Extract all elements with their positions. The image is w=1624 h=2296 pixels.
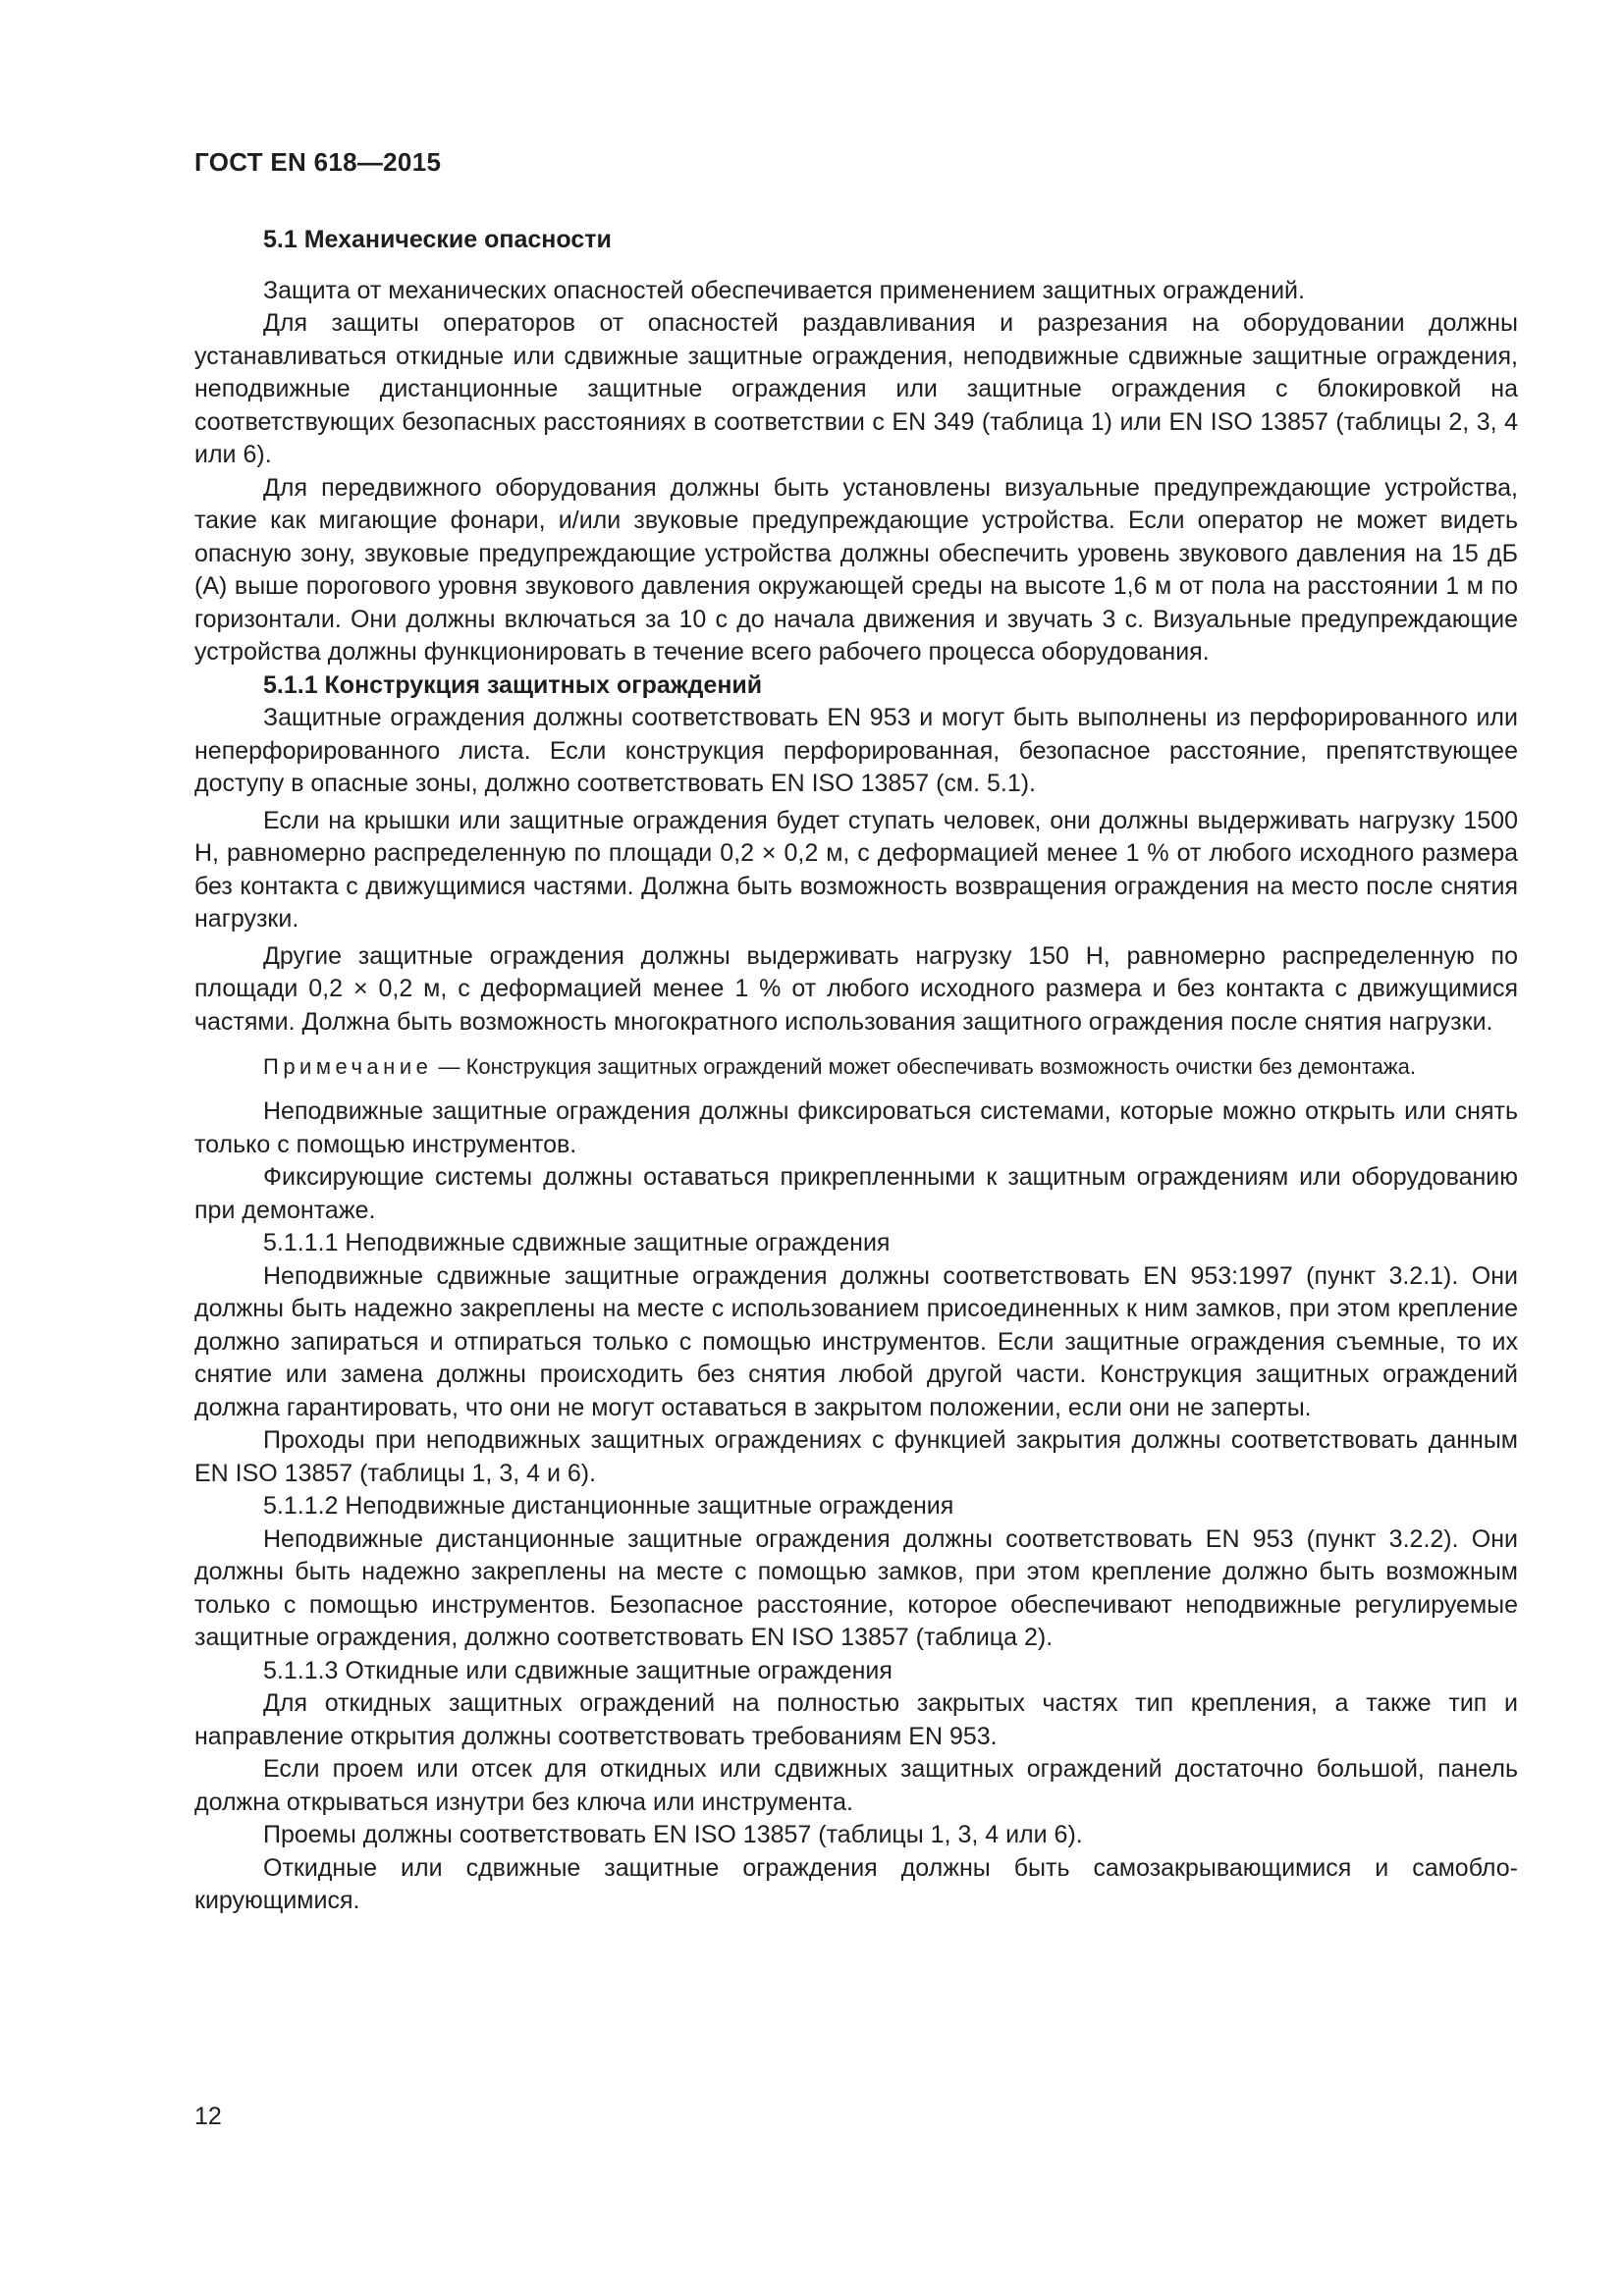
paragraph: Если проем или отсек для откидных или сдвижных защитных ограждений достаточно большой, панель должна открываться изнутри без ключа или инструмента. <box>194 1755 1518 1816</box>
paragraph: Фиксирующие системы должны оставаться прикрепленными к защитным ограждениям или оборудованию при демонтаже. <box>194 1163 1518 1224</box>
paragraph: Другие защитные ограждения должны выдерживать нагрузку 150 Н, равномерно распределенную по площади 0,2 × 0,2 м, с деформацией менее 1 % от любого исходного размера и без контакта с движущимися частями. Должна быть возможность многократного использования защитного ограждения после снятия нагрузки. <box>194 941 1518 1036</box>
section-5-1-1-1-title: 5.1.1.1 Неподвижные сдвижные защитные ограждения <box>263 1229 891 1256</box>
section-5-1-title: 5.1 Механические опасности <box>263 226 612 253</box>
paragraph: Откидные или сдвижные защитные ограждения должны быть самозакрывающимися и самоблокирующимися. <box>194 1853 1518 1914</box>
paragraph: Неподвижные защитные ограждения должны фиксироваться системами, которые можно открыть или снять только с помощью инструментов. <box>194 1097 1518 1158</box>
note <box>194 1052 1518 1082</box>
paragraph: Если на крышки или защитные ограждения будет ступать человек, они должны выдерживать нагрузку 1500 Н, равномерно распределенную по площади 0,2 × 0,2 м, с деформацией менее 1 % от любого исходного размера без контакта с движущимися частями. Должна быть возможность возвращения ограждения на место после снятия нагрузки. <box>194 806 1518 933</box>
paragraph: Для защиты операторов от опасностей раздавливания и разрезания на оборудовании должны устанавливаться откидные или сдвижные защитные ограждения, неподвижные сдвижные защитные ограждения, неподвижные дистанционные защитные ограждения или защитные ограждения с блокировкой на соответствующих безопасных расстояниях в соответствии с EN 349 (таблица 1) или EN ISO 13857 (таблицы 2, 3, 4 или 6). <box>194 309 1518 468</box>
paragraph: Защитные ограждения должны соответствовать EN 953 и могут быть выполнены из перфорированного или неперфорированного листа. Если конструкция перфорированная, безопасное расстояние, препятствующее доступу в опасные зоны, должно соответствовать EN ISO 13857 (см. 5.1). <box>194 704 1518 797</box>
note-text: — Конструкция защитных ограждений может обеспечивать возможность очистки без демонтажа. <box>432 1054 1416 1079</box>
section-5-1-1-2-title: 5.1.1.2 Неподвижные дистанционные защитные ограждения <box>263 1492 954 1520</box>
section-5-1-1-title: 5.1.1 Конструкция защитных ограждений <box>263 670 763 699</box>
document-body <box>194 224 1518 1918</box>
paragraph: Неподвижные дистанционные защитные ограждения должны соответствовать EN 953 (пункт 3.2.2). Они должны быть надежно закреплены на месте с помощью замков, при этом крепление должно быть возможным только с помощью инструментов. Безопасное расстояние, которое обеспечивают неподвижные регулируемые защитные ограждения, должно соответствовать EN ISO 13857 (таблица 2). <box>194 1524 1518 1651</box>
paragraph: Неподвижные сдвижные защитные ограждения должны соответствовать EN 953:1997 (пункт 3.2.1). Они должны быть надежно закреплены на месте с использованием присоединенных к ним замков, при этом крепление должно запираться и отпираться только с помощью инструментов. Если защитные ограждения съемные, то их снятие или замена должны происходить без снятия любой другой части. Конструкция защитных ограждений должна гарантировать, что они не могут оставаться в закрытом положении, если они не заперты. <box>194 1261 1518 1421</box>
note-label: Примечание <box>263 1054 433 1079</box>
paragraph: Защита от механических опасностей обеспечивается применением защитных ограждений. <box>263 276 1305 304</box>
section-5-1-1-3-title: 5.1.1.3 Откидные или сдвижные защитные ограждения <box>263 1656 893 1684</box>
paragraph: Проемы должны соответствовать EN ISO 13857 (таблицы 1, 3, 4 или 6). <box>263 1821 1083 1848</box>
document-header: ГОСТ EN 618—2015 <box>194 147 442 177</box>
paragraph: Проходы при неподвижных защитных ограждениях с функцией закрытия должны соответствовать данным EN ISO 13857 (таблицы 1, 3, 4 и 6). <box>194 1426 1518 1487</box>
paragraph: Для откидных защитных ограждений на полностью закрытых частях тип крепления, а также тип и направление открытия должны соответствовать требованиям EN 953. <box>194 1689 1518 1750</box>
page-number: 12 <box>194 2103 222 2130</box>
paragraph: Для передвижного оборудования должны быть установлены визуальные предупреждающие устройства, такие как мигающие фонари, и/или звуковые предупреждающие устройства. Если оператор не может видеть опасную зону, звуковые предупреждающие устройства должны обеспечить уровень звукового давления на 15 дБ (А) выше порогового уровня звукового давления окружающей среды на высоте 1,6 м от пола на расстоянии 1 м по горизонтали. Они должны включаться за 10 с до начала движения и звучать 3 с. Визуальные предупреждающие устройства должны функционировать в течение всего рабочего процесса оборудования. <box>194 473 1518 666</box>
